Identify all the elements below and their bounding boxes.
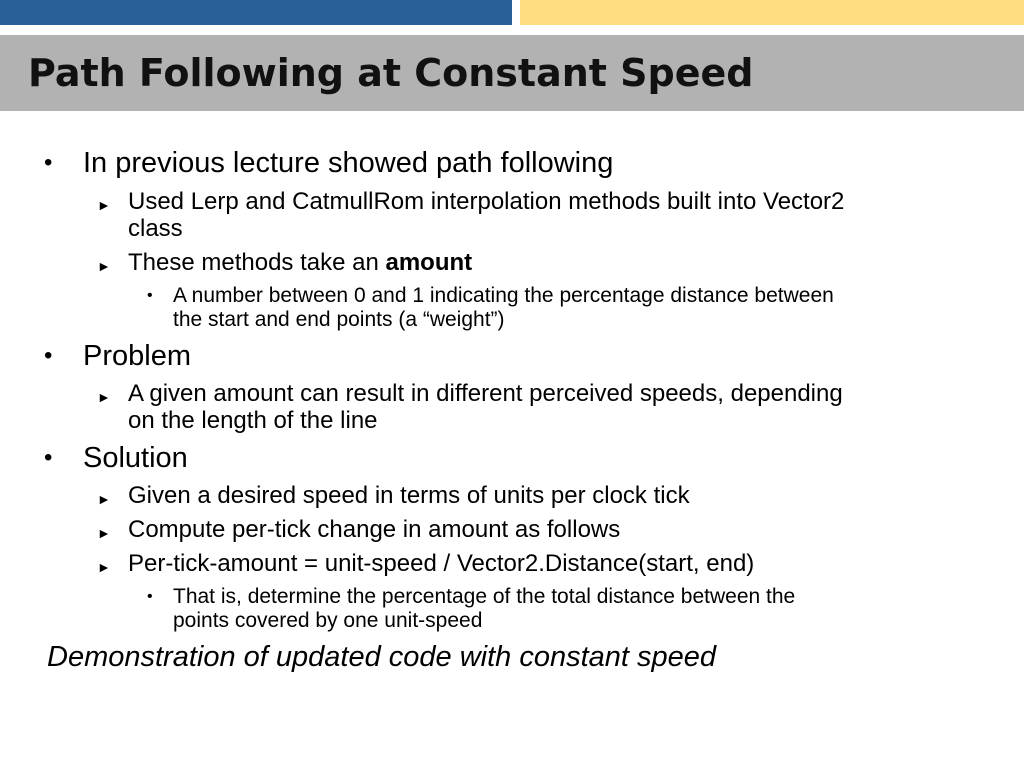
bullet-text: the start and end points (a “weight”) — [173, 308, 505, 331]
bullet-text-plain: These methods take an — [128, 249, 386, 276]
bullet-text: class — [128, 215, 183, 242]
bullet-dot: • — [147, 287, 153, 304]
triangle-bullet-icon: ► — [97, 258, 111, 274]
triangle-bullet-icon: ► — [97, 559, 111, 575]
bullet-text: Solution — [83, 442, 188, 474]
demonstration-note: Demonstration of updated code with constant speed — [47, 641, 717, 673]
bullet-text: A number between 0 and 1 indicating the percentage distance between — [173, 284, 834, 307]
bullet-dot: • — [44, 342, 53, 369]
bullet-text: points covered by one unit-speed — [173, 609, 483, 632]
triangle-bullet-icon: ► — [97, 525, 111, 541]
triangle-bullet-icon: ► — [97, 197, 111, 213]
triangle-bullet-icon: ► — [97, 491, 111, 507]
bullet-text: A given amount can result in different perceived speeds, depending — [128, 380, 843, 407]
bullet-text: Given a desired speed in terms of units per clock tick — [128, 482, 690, 509]
bullet-text — [128, 249, 472, 276]
bullet-text-bold: amount — [385, 249, 473, 276]
bullet-text: Problem — [83, 340, 191, 372]
bullet-dot: • — [44, 444, 53, 471]
bullet-text: Per-tick-amount = unit-speed / Vector2.Distance(start, end) — [128, 550, 755, 577]
slide-title: Path Following at Constant Speed — [28, 51, 754, 95]
bullet-dot: • — [44, 149, 53, 176]
bullet-text: Used Lerp and CatmullRom interpolation methods built into Vector2 — [128, 188, 845, 215]
bullet-text: Compute per-tick change in amount as follows — [128, 516, 621, 543]
bullet-text: That is, determine the percentage of the total distance between the — [173, 585, 796, 608]
bullet-text: In previous lecture showed path following — [83, 147, 614, 179]
triangle-bullet-icon: ► — [97, 389, 111, 405]
bullet-dot: • — [147, 588, 153, 605]
bullet-text: on the length of the line — [128, 407, 378, 434]
